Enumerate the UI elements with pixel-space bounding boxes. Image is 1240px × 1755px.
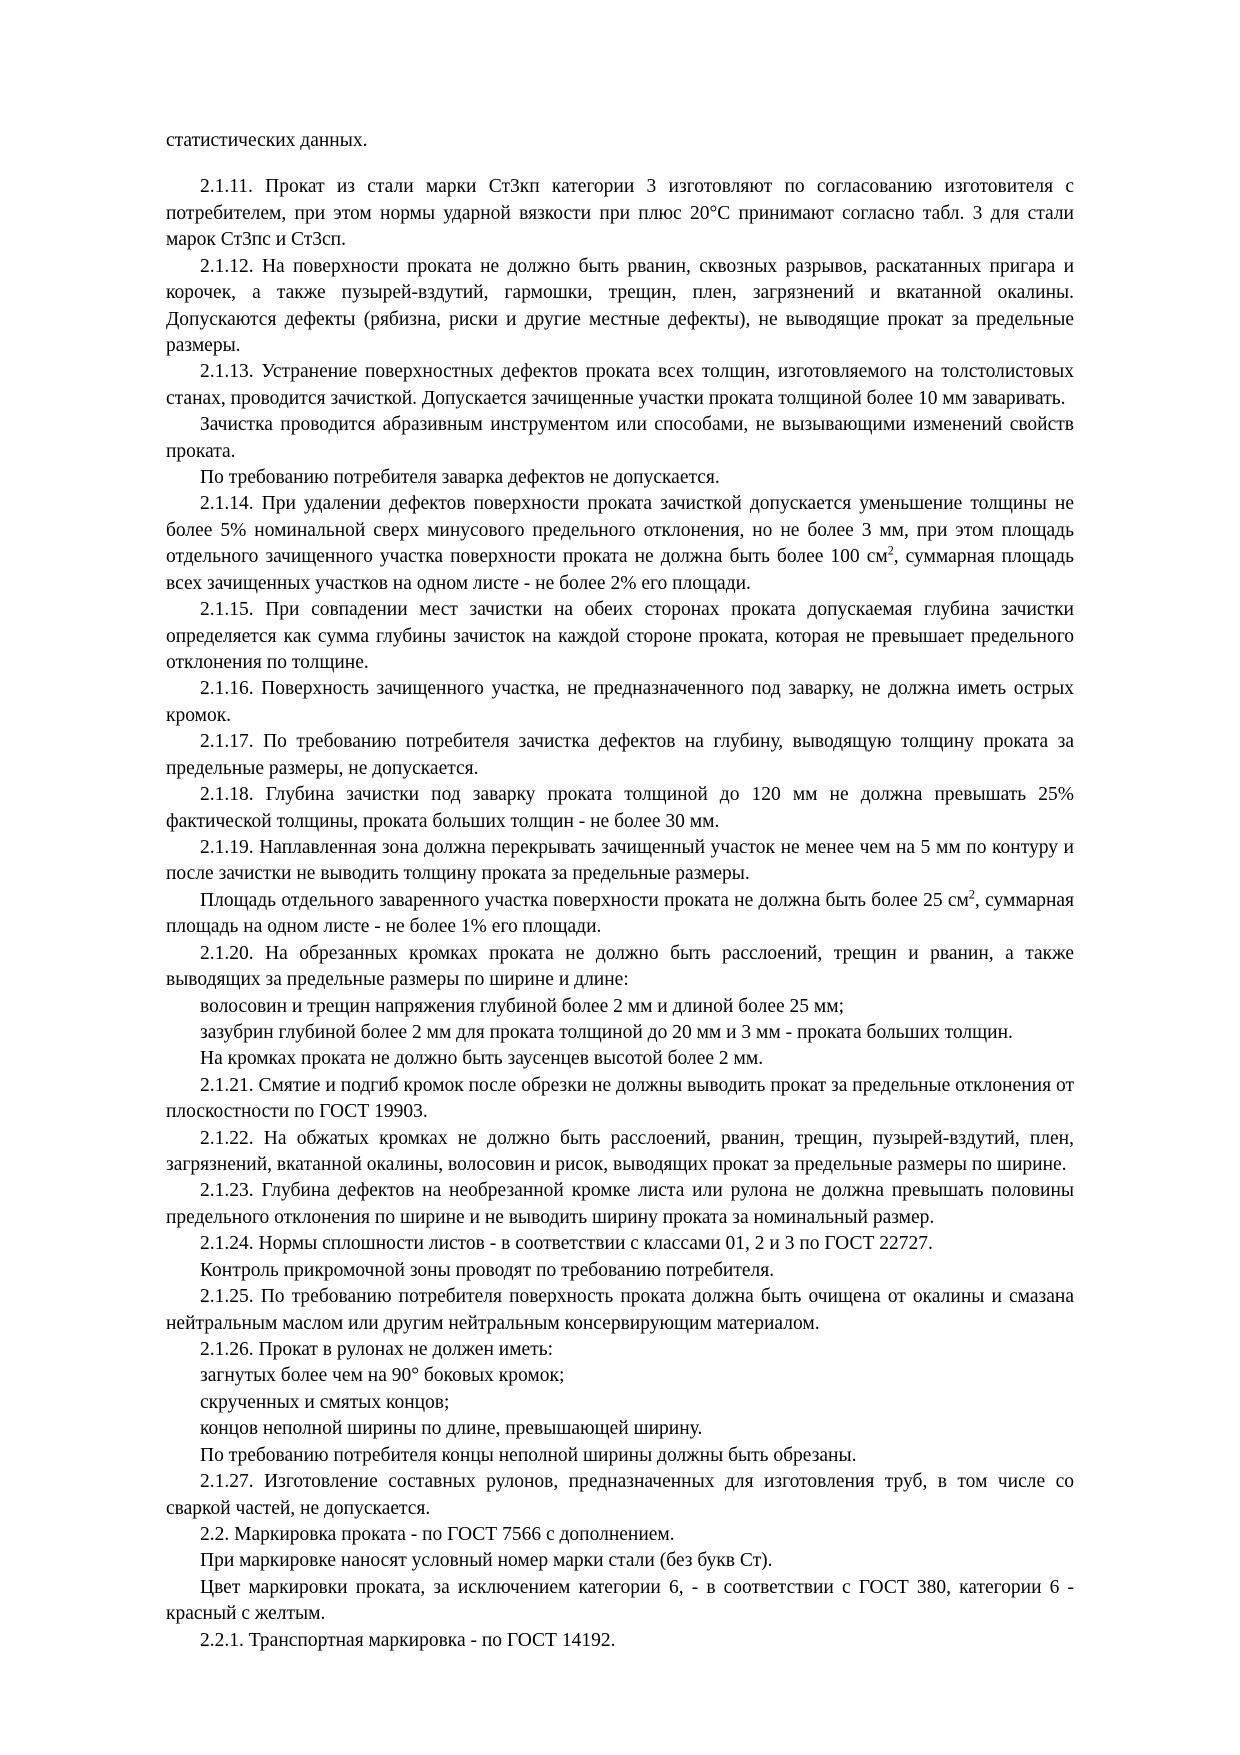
paragraph-2-1-15: 2.1.15. При совпадении мест зачистки на обеих сторонах проката допускаемая глубина зачистки определяется как сумма глубины зачисток на каждой стороне проката, которая не превышает предельного отклонения по толщине.	[166, 599, 1074, 674]
paragraph-2-1-19: 2.1.19. Наплавленная зона должна перекрывать зачищенный участок не менее чем на 5 мм по контуру и после зачистки не выводить толщину проката за предельные размеры.	[166, 836, 1074, 885]
paragraph-2-1-24: 2.1.24. Нормы сплошности листов - в соответствии с классами 01, 2 и 3 по ГОСТ 22727.	[200, 1233, 933, 1255]
paragraph-koncy-obrezany: По требованию потребителя концы неполной ширины должны быть обрезаны.	[200, 1444, 857, 1466]
paragraph-2-1-18: 2.1.18. Глубина зачистки под заварку проката толщиной до 120 мм не должна превышать 25% фактической толщины, проката больших толщин - не более 30 мм.	[166, 784, 1074, 832]
paragraph-2-1-14: 2.1.14. При удалении дефектов поверхности проката зачисткой допускается уменьшение толщины не более 5% номинальной сверх минусового предельного отклонения, но не более 3 мм, при этом площадь отдельного зачищенного участка поверхности проката не должна быть более 100 $см^2$, суммарная площадь всех зачищенных участков на одном листе - не более 2% его площади.	[166, 493, 1074, 594]
document-body	[166, 128, 1074, 1654]
paragraph-2-1-11: 2.1.11. Прокат из стали марки Ст3кп категории 3 изготовляют по согласованию изготовителя с потребителем, при этом нормы ударной вязкости при плюс 20°С принимают согласно табл. 3 для стали марок Ст3пс и Ст3сп.	[166, 176, 1074, 251]
paragraph-2-1-22: 2.1.22. На обжатых кромках не должно быть расслоений, рванин, трещин, пузырей-вздутий, плен, загрязнений, вкатанной окалины, волосовин и рисок, выводящих прокат за предельные размеры по ширине.	[166, 1127, 1074, 1176]
paragraph-koncov-nepolnoy-shiriny: концов неполной ширины по длине, превышающей ширину.	[200, 1418, 703, 1440]
paragraph-kontrol-zony: Контроль прикромочной зоны проводят по требованию потребителя.	[200, 1259, 775, 1281]
paragraph-zagnutyh-kromok: загнутых более чем на 90° боковых кромок;	[200, 1365, 565, 1387]
paragraph-continuation: статистических данных.	[166, 130, 368, 151]
paragraph-2-1-20: 2.1.20. На обрезанных кромках проката не должно быть расслоений, трещин и рванин, а также выводящих за предельные размеры по ширине и длине:	[166, 942, 1074, 991]
paragraph-2-1-27: 2.1.27. Изготовление составных рулонов, предназначенных для изготовления труб, в том числе со сваркой частей, не допускается.	[166, 1471, 1074, 1519]
paragraph-zavarka-defektov: По требованию потребителя заварка дефектов не допускается.	[200, 467, 720, 489]
paragraph-2-1-26: 2.1.26. Прокат в рулонах не должен иметь:	[200, 1338, 554, 1360]
paragraph-skruchennyh-koncov: скрученных и смятых концов;	[200, 1391, 450, 1413]
paragraph-spacer	[166, 154, 1074, 174]
paragraph-cvet-markirovki: Цвет маркировки проката, за исключением категории 6, - в соответствии с ГОСТ 380, категории 6 - красный с желтым.	[166, 1576, 1074, 1625]
paragraph-2-1-13: 2.1.13. Устранение поверхностных дефектов проката всех толщин, изготовляемого на толстолистовых станах, проводится зачисткой. Допускается зачищенные участки проката толщиной более 10 мм заваривать.	[166, 361, 1074, 409]
paragraph-2-1-23: 2.1.23. Глубина дефектов на необрезанной кромке листа или рулона не должна превышать половины предельного отклонения по ширине и не выводить ширину проката за номинальный размер.	[166, 1180, 1074, 1228]
paragraph-2-2: 2.2. Маркировка проката - по ГОСТ 7566 с дополнением.	[200, 1523, 675, 1545]
paragraph-2-1-21: 2.1.21. Смятие и подгиб кромок после обрезки не должны выводить прокат за предельные отклонения от плоскостности по ГОСТ 19903.	[166, 1074, 1074, 1123]
paragraph-markirovka-nomer: При маркировке наносят условный номер марки стали (без букв Ст).	[200, 1550, 773, 1572]
paragraph-2-1-12: 2.1.12. На поверхности проката не должно быть рванин, сквозных разрывов, раскатанных пригара и корочек, а также пузырей-вздутий, гармошки, трещин, плен, загрязнений и вкатанной окалины. Допускаются дефекты (рябизна, риски и другие местные дефекты), не выводящие прокат за предельные размеры.	[166, 255, 1074, 356]
paragraph-volosoviny: волосовин и трещин напряжения глубиной более 2 мм и длиной более 25 мм;	[200, 995, 844, 1017]
paragraph-2-2-1: 2.2.1. Транспортная маркировка - по ГОСТ 14192.	[200, 1629, 616, 1651]
paragraph-zausency: На кромках проката не должно быть заусенцев высотой более 2 мм.	[200, 1048, 764, 1070]
paragraph-zachistka: Зачистка проводится абразивным инструментом или способами, не вызывающими изменений свойств проката.	[166, 414, 1074, 462]
paragraph-2-1-25: 2.1.25. По требованию потребителя поверхность проката должна быть очищена от окалины и смазана нейтральным маслом или другим нейтральным консервирующим материалом.	[166, 1286, 1074, 1334]
paragraph-2-1-16: 2.1.16. Поверхность зачищенного участка, не предназначенного под заварку, не должна иметь острых кромок.	[166, 678, 1074, 726]
paragraph-ploschad-uchastka: Площадь отдельного заваренного участка поверхности проката не должна быть более 25 $см^2$, суммарная площадь на одном листе - не более 1% его площади.	[166, 887, 1075, 938]
paragraph-zazubriny: зазубрин глубиной более 2 мм для проката толщиной до 20 мм и 3 мм - проката больших толщин.	[200, 1021, 1013, 1043]
paragraph-2-1-17: 2.1.17. По требованию потребителя зачистка дефектов на глубину, выводящую толщину проката за предельные размеры, не допускается.	[166, 731, 1074, 779]
